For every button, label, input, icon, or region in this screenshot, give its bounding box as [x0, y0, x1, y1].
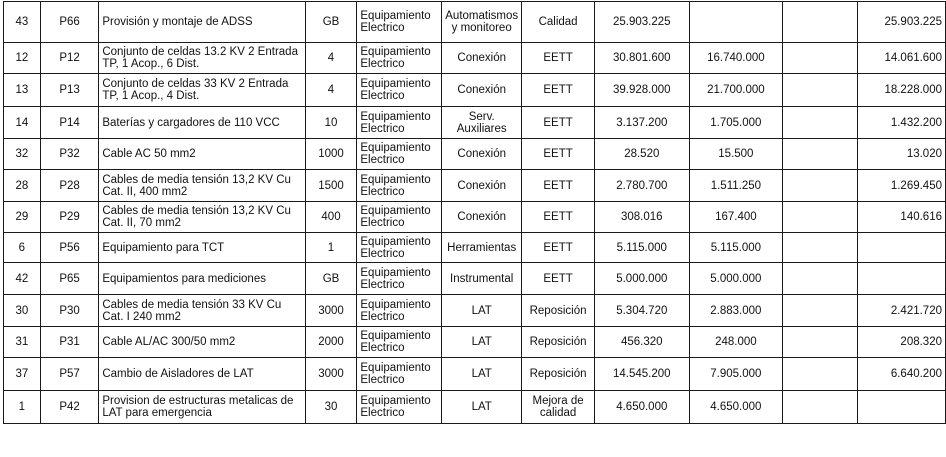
subcategory-cell: LAT	[442, 358, 522, 391]
quantity-cell: 4	[305, 43, 357, 74]
amount-column-3-cell: 1.432.200	[858, 107, 946, 139]
item-code-cell: P29	[40, 202, 99, 233]
item-code-cell: P66	[40, 2, 99, 43]
amount-column-3-cell: 6.640.200	[858, 358, 946, 391]
item-code-cell: P42	[40, 391, 99, 424]
quantity-cell: GB	[305, 263, 357, 295]
subcategory-cell: Automatismos y monitoreo	[442, 2, 522, 43]
row-number-cell: 12	[4, 43, 41, 74]
amount-column-2-cell	[783, 202, 858, 233]
total-amount-cell: 25.903.225	[595, 2, 690, 43]
table-row	[4, 74, 946, 107]
total-amount-cell: 5.115.000	[595, 233, 690, 263]
table-row	[4, 43, 946, 74]
amount-column-2-cell	[783, 74, 858, 107]
row-number-cell: 42	[4, 263, 41, 295]
table-row	[4, 391, 946, 424]
amount-column-1-cell: 5.115.000	[689, 233, 783, 263]
row-number-cell: 31	[4, 327, 41, 358]
item-code-cell: P65	[40, 263, 99, 295]
amount-column-2-cell	[783, 263, 858, 295]
justification-cell: EETT	[522, 43, 595, 74]
item-code-cell: P13	[40, 74, 99, 107]
table-row	[4, 202, 946, 233]
amount-column-1-cell: 21.700.000	[689, 74, 783, 107]
table-row	[4, 263, 946, 295]
subcategory-cell: Conexión	[442, 74, 522, 107]
total-amount-cell: 3.137.200	[595, 107, 690, 139]
table-row	[4, 107, 946, 139]
amount-column-2-cell	[783, 43, 858, 74]
category-cell: Equipamiento Electrico	[357, 391, 442, 424]
quantity-cell: 1500	[305, 170, 357, 202]
subcategory-cell: Conexión	[442, 170, 522, 202]
justification-cell: EETT	[522, 170, 595, 202]
justification-cell: EETT	[522, 74, 595, 107]
amount-column-2-cell	[783, 139, 858, 170]
category-cell: Equipamiento Electrico	[357, 327, 442, 358]
category-cell: Equipamiento Electrico	[357, 2, 442, 43]
justification-cell: Mejora de calidad	[522, 391, 595, 424]
amount-column-2-cell	[783, 233, 858, 263]
subcategory-cell: Conexión	[442, 139, 522, 170]
item-code-cell: P30	[40, 295, 99, 327]
subcategory-cell: Instrumental	[442, 263, 522, 295]
amount-column-1-cell: 1.705.000	[689, 107, 783, 139]
justification-cell: Calidad	[522, 2, 595, 43]
total-amount-cell: 5.000.000	[595, 263, 690, 295]
amount-column-2-cell	[783, 170, 858, 202]
amount-column-3-cell: 14.061.600	[858, 43, 946, 74]
row-number-cell: 1	[4, 391, 41, 424]
amount-column-1-cell: 2.883.000	[689, 295, 783, 327]
amount-column-1-cell: 16.740.000	[689, 43, 783, 74]
category-cell: Equipamiento Electrico	[357, 139, 442, 170]
amount-column-3-cell: 140.616	[858, 202, 946, 233]
item-code-cell: P56	[40, 233, 99, 263]
description-cell: Cables de media tensión 13,2 KV Cu Cat. II, 70 mm2	[99, 202, 305, 233]
quantity-cell: 2000	[305, 327, 357, 358]
total-amount-cell: 308.016	[595, 202, 690, 233]
table-row	[4, 295, 946, 327]
description-cell: Cables de media tensión 13,2 KV Cu Cat. II, 400 mm2	[99, 170, 305, 202]
total-amount-cell: 30.801.600	[595, 43, 690, 74]
quantity-cell: 3000	[305, 295, 357, 327]
subcategory-cell: LAT	[442, 391, 522, 424]
subcategory-cell: LAT	[442, 295, 522, 327]
budget-table	[3, 1, 946, 424]
quantity-cell: 4	[305, 74, 357, 107]
category-cell: Equipamiento Electrico	[357, 263, 442, 295]
amount-column-2-cell	[783, 391, 858, 424]
amount-column-1-cell: 167.400	[689, 202, 783, 233]
row-number-cell: 37	[4, 358, 41, 391]
amount-column-3-cell: 25.903.225	[858, 2, 946, 43]
justification-cell: Reposición	[522, 358, 595, 391]
amount-column-3-cell: 1.269.450	[858, 170, 946, 202]
table-body	[4, 2, 946, 424]
amount-column-1-cell: 7.905.000	[689, 358, 783, 391]
row-number-cell: 6	[4, 233, 41, 263]
quantity-cell: 10	[305, 107, 357, 139]
table-row	[4, 233, 946, 263]
amount-column-1-cell: 248.000	[689, 327, 783, 358]
amount-column-3-cell	[858, 391, 946, 424]
row-number-cell: 29	[4, 202, 41, 233]
item-code-cell: P12	[40, 43, 99, 74]
justification-cell: EETT	[522, 263, 595, 295]
row-number-cell: 13	[4, 74, 41, 107]
total-amount-cell: 5.304.720	[595, 295, 690, 327]
row-number-cell: 43	[4, 2, 41, 43]
category-cell: Equipamiento Electrico	[357, 170, 442, 202]
total-amount-cell: 2.780.700	[595, 170, 690, 202]
justification-cell: EETT	[522, 107, 595, 139]
description-cell: Equipamiento para TCT	[99, 233, 305, 263]
item-code-cell: P32	[40, 139, 99, 170]
row-number-cell: 28	[4, 170, 41, 202]
amount-column-1-cell: 1.511.250	[689, 170, 783, 202]
justification-cell: Reposición	[522, 327, 595, 358]
row-number-cell: 32	[4, 139, 41, 170]
table-row	[4, 2, 946, 43]
quantity-cell: 400	[305, 202, 357, 233]
item-code-cell: P14	[40, 107, 99, 139]
amount-column-3-cell: 208.320	[858, 327, 946, 358]
amount-column-2-cell	[783, 327, 858, 358]
description-cell: Provisión y montaje de ADSS	[99, 2, 305, 43]
total-amount-cell: 28.520	[595, 139, 690, 170]
item-code-cell: P57	[40, 358, 99, 391]
category-cell: Equipamiento Electrico	[357, 295, 442, 327]
description-cell: Cables de media tensión 33 KV Cu Cat. I 240 mm2	[99, 295, 305, 327]
description-cell: Provision de estructuras metalicas de LAT para emergencia	[99, 391, 305, 424]
amount-column-1-cell: 5.000.000	[689, 263, 783, 295]
subcategory-cell: Serv. Auxiliares	[442, 107, 522, 139]
amount-column-3-cell	[858, 233, 946, 263]
quantity-cell: 1	[305, 233, 357, 263]
table-row	[4, 358, 946, 391]
total-amount-cell: 39.928.000	[595, 74, 690, 107]
category-cell: Equipamiento Electrico	[357, 107, 442, 139]
table-row	[4, 327, 946, 358]
justification-cell: EETT	[522, 233, 595, 263]
subcategory-cell: Herramientas	[442, 233, 522, 263]
amount-column-1-cell: 4.650.000	[689, 391, 783, 424]
description-cell: Conjunto de celdas 13.2 KV 2 Entrada TP, 1 Acop., 6 Dist.	[99, 43, 305, 74]
description-cell: Conjunto de celdas 33 KV 2 Entrada TP, 1 Acop., 4 Dist.	[99, 74, 305, 107]
quantity-cell: 1000	[305, 139, 357, 170]
description-cell: Cable AL/AC 300/50 mm2	[99, 327, 305, 358]
quantity-cell: 3000	[305, 358, 357, 391]
category-cell: Equipamiento Electrico	[357, 74, 442, 107]
amount-column-1-cell: 15.500	[689, 139, 783, 170]
table-row	[4, 170, 946, 202]
amount-column-3-cell: 18.228.000	[858, 74, 946, 107]
subcategory-cell: LAT	[442, 327, 522, 358]
item-code-cell: P28	[40, 170, 99, 202]
amount-column-1-cell	[689, 2, 783, 43]
description-cell: Cable AC 50 mm2	[99, 139, 305, 170]
justification-cell: Reposición	[522, 295, 595, 327]
description-cell: Cambio de Aisladores de LAT	[99, 358, 305, 391]
subcategory-cell: Conexión	[442, 202, 522, 233]
category-cell: Equipamiento Electrico	[357, 233, 442, 263]
row-number-cell: 30	[4, 295, 41, 327]
amount-column-2-cell	[783, 2, 858, 43]
total-amount-cell: 456.320	[595, 327, 690, 358]
description-cell: Baterías y cargadores de 110 VCC	[99, 107, 305, 139]
total-amount-cell: 14.545.200	[595, 358, 690, 391]
category-cell: Equipamiento Electrico	[357, 43, 442, 74]
amount-column-2-cell	[783, 295, 858, 327]
table-row	[4, 139, 946, 170]
quantity-cell: 30	[305, 391, 357, 424]
amount-column-2-cell	[783, 107, 858, 139]
total-amount-cell: 4.650.000	[595, 391, 690, 424]
justification-cell: EETT	[522, 139, 595, 170]
amount-column-3-cell: 2.421.720	[858, 295, 946, 327]
justification-cell: EETT	[522, 202, 595, 233]
amount-column-3-cell	[858, 263, 946, 295]
quantity-cell: GB	[305, 2, 357, 43]
category-cell: Equipamiento Electrico	[357, 358, 442, 391]
amount-column-2-cell	[783, 358, 858, 391]
row-number-cell: 14	[4, 107, 41, 139]
amount-column-3-cell: 13.020	[858, 139, 946, 170]
description-cell: Equipamientos para mediciones	[99, 263, 305, 295]
subcategory-cell: Conexión	[442, 43, 522, 74]
category-cell: Equipamiento Electrico	[357, 202, 442, 233]
item-code-cell: P31	[40, 327, 99, 358]
